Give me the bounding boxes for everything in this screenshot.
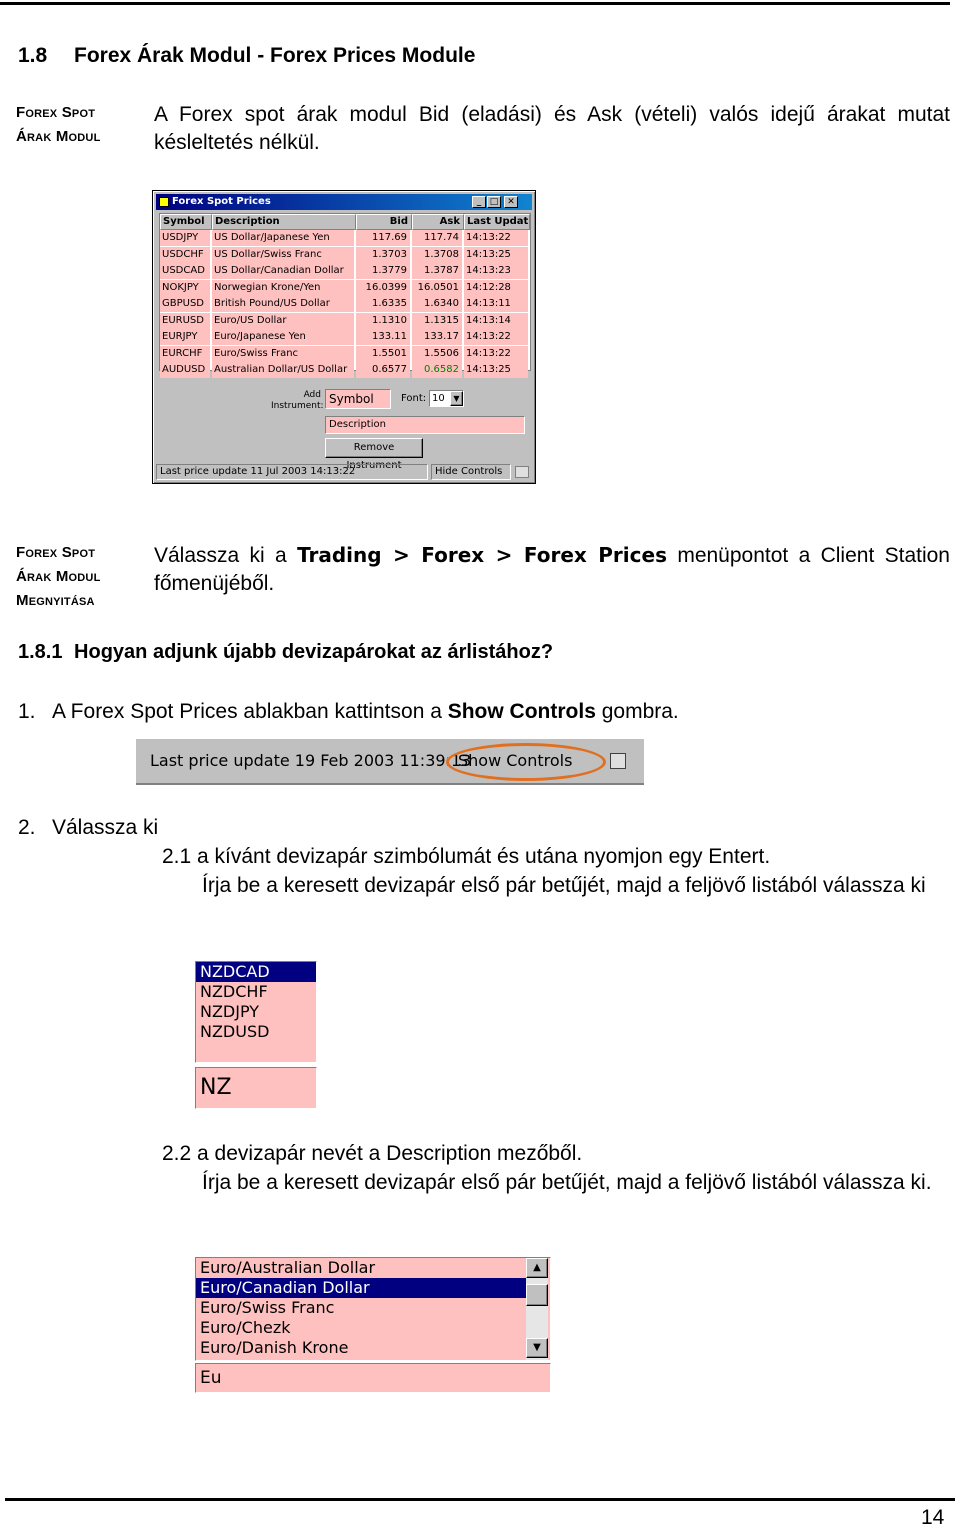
cell-bid[interactable]: 0.6577: [356, 362, 410, 378]
cell-bid[interactable]: 1.6335: [356, 296, 410, 312]
cell-ask[interactable]: 1.6340: [412, 296, 462, 312]
cell-description[interactable]: US Dollar/Canadian Dollar: [212, 263, 354, 279]
cell-bid[interactable]: 1.3703: [356, 247, 410, 263]
symbol-input-typed[interactable]: [195, 1067, 317, 1109]
cell-bid[interactable]: 133.11: [356, 329, 410, 345]
cell-symbol[interactable]: GBPUSD: [160, 296, 210, 312]
list-item[interactable]: Euro/Chezk: [200, 1318, 291, 1337]
close-button[interactable]: ✕: [504, 196, 518, 208]
col-header-description[interactable]: Description: [212, 214, 356, 230]
typed-text: NZ: [200, 1075, 232, 1100]
list-item[interactable]: NZDCHF: [200, 982, 268, 1001]
text: Írja be a keresett devizapár első pár betűjét, majd a feljövő listából válassza ki.: [202, 1171, 932, 1194]
menu-path: Trading > Forex > Forex Prices: [297, 543, 667, 567]
text: A Forex Spot Prices ablakban kattintson a: [52, 700, 448, 723]
step-1: [18, 697, 679, 726]
hide-controls-toggle[interactable]: Hide Controls: [431, 464, 511, 480]
cell-symbol[interactable]: EURJPY: [160, 329, 210, 345]
list-item[interactable]: NZDCAD: [196, 962, 316, 982]
cell-ask[interactable]: 1.3708: [412, 247, 462, 263]
typed-text: Eu: [200, 1368, 222, 1388]
cell-time[interactable]: 14:13:25: [464, 247, 528, 263]
cell-bid[interactable]: 1.3779: [356, 263, 410, 279]
cell-symbol[interactable]: NOKJPY: [160, 280, 210, 296]
maximize-button[interactable]: □: [487, 196, 501, 208]
step-2: [18, 813, 158, 842]
cell-time[interactable]: 14:13:23: [464, 263, 528, 279]
cell-description[interactable]: Norwegian Krone/Yen: [212, 280, 354, 296]
cell-description[interactable]: Euro/Swiss Franc: [212, 346, 354, 362]
col-header-symbol[interactable]: Symbol: [160, 214, 212, 230]
cell-symbol[interactable]: EURCHF: [160, 346, 210, 362]
section-title: Forex Árak Modul - Forex Prices Module: [74, 44, 476, 67]
section-number: 1.8: [18, 44, 48, 67]
side-label-line: Megnyitása: [16, 592, 95, 609]
side-label-line: Forex Spot: [16, 544, 96, 561]
cell-ask[interactable]: 16.0501: [412, 280, 462, 296]
cell-time[interactable]: 14:13:22: [464, 346, 528, 362]
intro-paragraph: A Forex spot árak modul Bid (eladási) és Ask (vételi) valós idejű árakat mutat késleltetés nélkül.: [154, 103, 950, 154]
description-input-typed[interactable]: [195, 1363, 551, 1393]
font-size-select[interactable]: [429, 390, 464, 407]
cell-symbol[interactable]: USDCHF: [160, 247, 210, 263]
resize-grip-icon[interactable]: [515, 466, 529, 478]
step-number: 1.: [18, 700, 36, 723]
col-header-bid[interactable]: Bid: [356, 214, 412, 230]
symbol-input[interactable]: Symbol: [325, 389, 391, 409]
resize-grip-icon[interactable]: [610, 753, 626, 769]
page-number: 14: [921, 1506, 945, 1529]
col-header-ask[interactable]: Ask: [412, 214, 464, 230]
cell-time[interactable]: 14:13:22: [464, 329, 528, 345]
cell-description[interactable]: Euro/US Dollar: [212, 313, 354, 329]
window-title: Forex Spot Prices: [172, 196, 271, 207]
app-icon: [159, 197, 169, 207]
cell-bid[interactable]: 1.1310: [356, 313, 410, 329]
status-text: Last price update 19 Feb 2003 11:39:13: [150, 751, 472, 770]
list-item[interactable]: Euro/Australian Dollar: [200, 1258, 376, 1277]
step-2-2: [162, 1139, 950, 1197]
cell-bid[interactable]: 1.5501: [356, 346, 410, 362]
text: Válassza ki: [52, 816, 159, 839]
cell-ask[interactable]: 1.5506: [412, 346, 462, 362]
status-last-update: Last price update 11 Jul 2003 14:13:22: [156, 464, 428, 480]
subsection-heading: [18, 641, 553, 664]
highlight-ellipse: [446, 743, 606, 781]
top-rule: [0, 2, 950, 5]
remove-instrument-button[interactable]: Remove Instrument: [325, 438, 423, 458]
cell-ask[interactable]: 133.17: [412, 329, 462, 345]
side-label-forex-spot: [16, 101, 101, 149]
subsection-title: Hogyan adjunk újabb devizapárokat az árlistához?: [74, 641, 554, 663]
prices-grid[interactable]: [159, 213, 531, 375]
list-item[interactable]: Euro/Swiss Franc: [200, 1298, 335, 1317]
text: gombra.: [595, 700, 679, 723]
scroll-thumb[interactable]: [526, 1284, 548, 1306]
description-dropdown-list[interactable]: [195, 1257, 551, 1361]
status-bar-screenshot: [136, 737, 644, 785]
show-controls-button[interactable]: Show Controls: [458, 751, 573, 770]
forex-spot-prices-window: [152, 190, 536, 484]
cell-description[interactable]: US Dollar/Swiss Franc: [212, 247, 354, 263]
step-number: 2.: [18, 816, 36, 839]
cell-symbol[interactable]: USDCAD: [160, 263, 210, 279]
cell-description[interactable]: Australian Dollar/US Dollar: [212, 362, 354, 378]
cell-description[interactable]: US Dollar/Japanese Yen: [212, 230, 354, 246]
text: 2.2 a devizapár nevét a Description mezőből.: [162, 1142, 583, 1165]
cell-time[interactable]: 14:13:22: [464, 230, 528, 246]
chevron-down-icon[interactable]: ▼: [450, 391, 463, 406]
cell-time[interactable]: 14:12:28: [464, 280, 528, 296]
symbol-dropdown-list[interactable]: [195, 961, 317, 1063]
cell-description[interactable]: British Pound/US Dollar: [212, 296, 354, 312]
scroll-up-button[interactable]: ▲: [526, 1258, 548, 1278]
cell-time[interactable]: 14:13:14: [464, 313, 528, 329]
side-label-opening: [16, 541, 101, 613]
cell-time[interactable]: 14:13:25: [464, 362, 528, 378]
subsection-number: 1.8.1: [18, 641, 63, 663]
col-header-last-update[interactable]: Last Updat: [464, 214, 530, 230]
window-titlebar: [156, 194, 532, 210]
opening-paragraph: [154, 541, 950, 598]
cell-ask[interactable]: 1.3787: [412, 263, 462, 279]
cell-description[interactable]: Euro/Japanese Yen: [212, 329, 354, 345]
minimize-button[interactable]: _: [472, 196, 486, 208]
side-label-line: Árak Modul: [16, 568, 101, 585]
text: menüpontot a Client Station főmenüjéből.: [154, 544, 950, 595]
step-2-1: [162, 842, 950, 900]
description-input[interactable]: Description: [325, 416, 525, 434]
cell-symbol[interactable]: EURUSD: [160, 313, 210, 329]
section-heading: [18, 44, 475, 68]
side-label-line: Árak Modul: [16, 128, 101, 145]
add-instrument-label: Add Instrument:: [271, 390, 324, 411]
text: Írja be a keresett devizapár első pár betűjét, majd a feljövő listából válassza ki: [202, 874, 926, 897]
list-item[interactable]: Euro/Danish Krone: [200, 1338, 349, 1357]
cell-ask[interactable]: 0.6582: [412, 362, 462, 378]
list-item[interactable]: NZDJPY: [200, 1002, 260, 1021]
font-size-value: 10: [432, 393, 445, 404]
text: Válassza ki a: [154, 544, 298, 567]
scrollbar[interactable]: [526, 1258, 548, 1360]
cell-ask[interactable]: 1.1315: [412, 313, 462, 329]
list-item[interactable]: Euro/Canadian Dollar: [196, 1278, 526, 1298]
cell-symbol[interactable]: AUDUSD: [160, 362, 210, 378]
cell-symbol[interactable]: USDJPY: [160, 230, 210, 246]
cell-ask[interactable]: 117.74: [412, 230, 462, 246]
font-label: Font:: [401, 393, 427, 404]
footer-rule: [5, 1498, 955, 1501]
cell-time[interactable]: 14:13:11: [464, 296, 528, 312]
cell-bid[interactable]: 16.0399: [356, 280, 410, 296]
side-label-line: Forex Spot: [16, 104, 96, 121]
button-name: Show Controls: [447, 700, 596, 723]
scroll-down-button[interactable]: ▼: [526, 1338, 548, 1358]
list-item[interactable]: NZDUSD: [200, 1022, 270, 1041]
cell-bid[interactable]: 117.69: [356, 230, 410, 246]
text: 2.1 a kívánt devizapár szimbólumát és utána nyomjon egy Entert.: [162, 845, 771, 868]
